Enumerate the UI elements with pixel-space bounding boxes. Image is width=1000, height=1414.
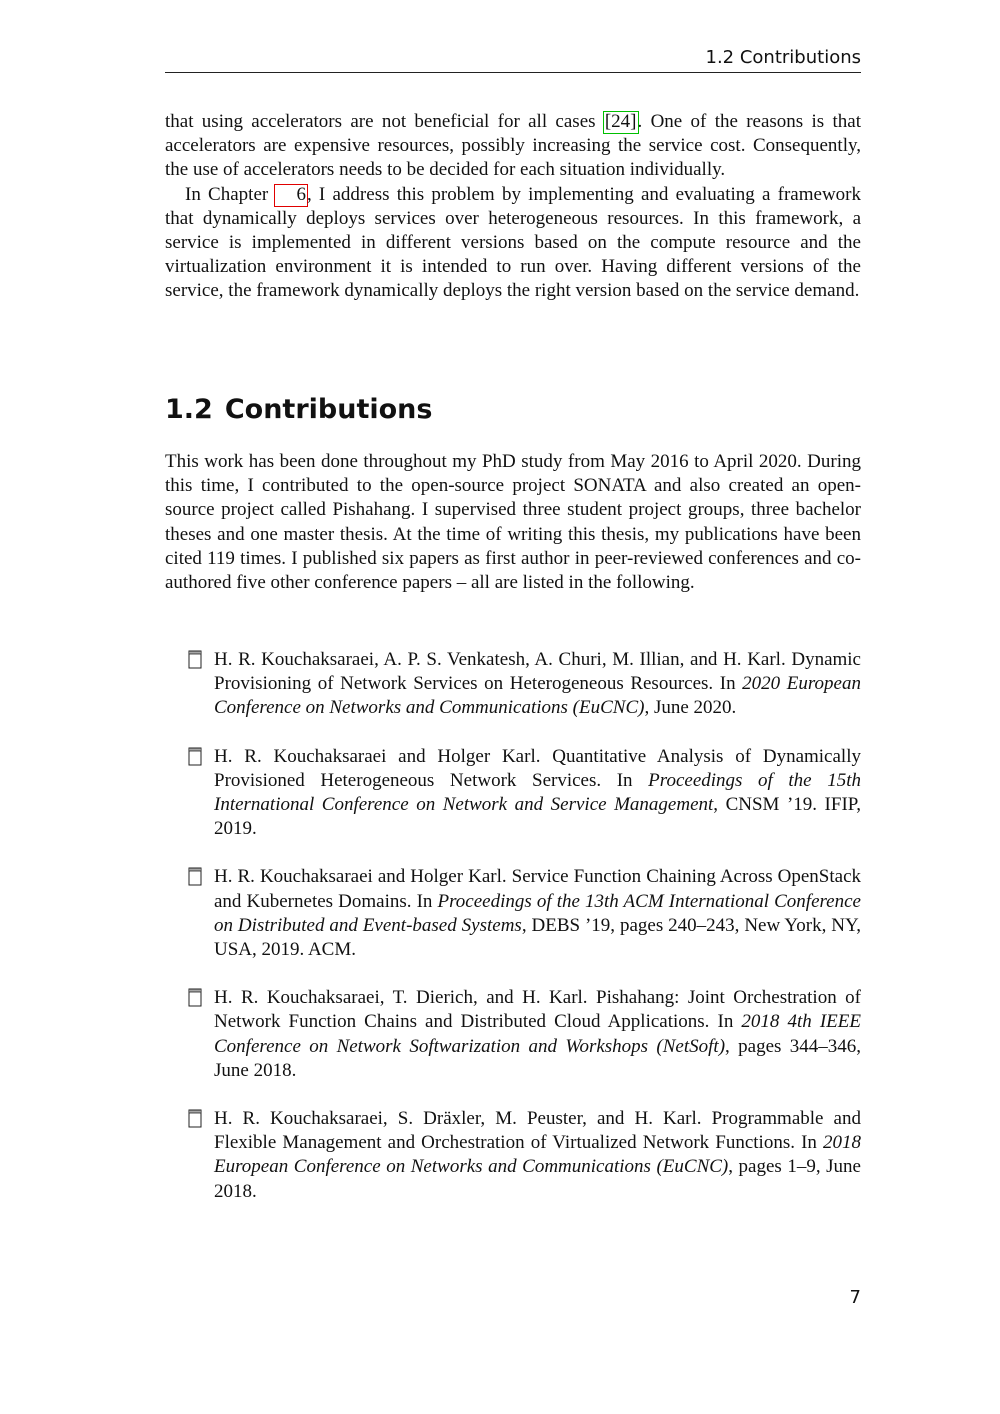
- publication-citation: H. R. Kouchaksaraei and Holger Karl. Service Function Chaining Across OpenStack and Kubernetes Domains. In Proceedings of the 13th ACM International Conference on Distributed and Event-based Systems, DEBS ’19, pages 240–243, New York, NY, USA, 2019. ACM.: [214, 866, 861, 961]
- document-icon: [188, 650, 202, 669]
- publication-citation: H. R. Kouchaksaraei, S. Dräxler, M. Peuster, and H. Karl. Programmable and Flexible Management and Orchestration of Virtualized Network Functions. In 2018 European Conference on Networks and Communications (EuCNC), pages 1–9, June 2018.: [214, 1108, 861, 1202]
- publication-citation: H. R. Kouchaksaraei, T. Dierich, and H. Karl. Pishahang: Joint Orchestration of Network Function Chains and Distributed Cloud Applications. In 2018 4th IEEE Conference on Network Softwarization and Workshops (NetSoft), pages 344–346, June 2018.: [214, 987, 861, 1081]
- section-heading: [165, 394, 432, 425]
- citation-link[interactable]: [24]: [604, 111, 637, 132]
- section-text: [165, 450, 861, 595]
- publication-list: [188, 648, 861, 1228]
- publication-item: [188, 1107, 861, 1204]
- chapter-link[interactable]: 6: [275, 185, 307, 206]
- publication-venue: 2018 European Conference on Networks and Communications (EuCNC): [214, 1132, 861, 1178]
- publication-item: [188, 745, 861, 842]
- document-icon: [188, 988, 202, 1007]
- document-icon: [188, 867, 202, 886]
- contributions-paragraph: This work has been done throughout my PhD study from May 2016 to April 2020. During this time, I contributed to the open-source project SONATA and also created an open-source project called Pishahang. I supervised three student project groups, three bachelor theses and one master thesis. At the time of writing this thesis, my publications have been cited 119 times. I published six papers as first author in peer-reviewed conferences and co-authored five other conference papers – all are listed in the following.: [165, 451, 861, 594]
- intro-paragraph-1: that using accelerators are not beneficial for all cases [24]. One of the reasons is that accelerators are expensive resources, possibly increasing the service cost. Consequently, the use of accelerators needs to be decided for each situation individually.: [165, 111, 862, 181]
- publication-item: [188, 865, 861, 962]
- publication-venue: 2020 European Conference on Networks and Communications (EuCNC): [214, 673, 861, 719]
- running-header: [165, 44, 861, 73]
- document-icon: [188, 747, 202, 766]
- document-icon: [188, 1109, 202, 1128]
- publication-citation: H. R. Kouchaksaraei and Holger Karl. Quantitative Analysis of Dynamically Provisioned Heterogeneous Network Services. In Proceedings of the 15th International Conference on Network and Service Management, CNSM ’19. IFIP, 2019.: [214, 745, 861, 840]
- publication-venue: Proceedings of the 13th ACM International Conference on Distributed and Event-based Systems: [214, 890, 861, 936]
- intro-text: [165, 110, 861, 304]
- page-number: 7: [849, 1287, 861, 1308]
- publication-citation: H. R. Kouchaksaraei, A. P. S. Venkatesh, A. Churi, M. Illian, and H. Karl. Dynamic Provisioning of Network Services on Heterogeneous Resources. In 2020 European Conference on Networks and Communications (EuCNC), June 2020.: [214, 649, 861, 719]
- publication-venue: 2018 4th IEEE Conference on Network Softwarization and Workshops (NetSoft): [214, 1011, 861, 1057]
- section-number: 1.2: [165, 394, 213, 425]
- section-title: Contributions: [224, 394, 433, 425]
- publication-venue: Proceedings of the 15th International Conference on Network and Service Management: [214, 769, 861, 816]
- publication-item: [188, 648, 861, 721]
- running-title: 1.2 Contributions: [705, 47, 861, 68]
- publication-item: [188, 986, 861, 1083]
- intro-paragraph-2: In Chapter 6, I address this problem by implementing and evaluating a framework that dynamically deploys services over heterogeneous resources. In this framework, a service is implemented in different versions based on the compute resource and the virtualization environment it is intended to run over. Having different versions of the service, the framework dynamically deploys the right version based on the service demand.: [165, 183, 862, 302]
